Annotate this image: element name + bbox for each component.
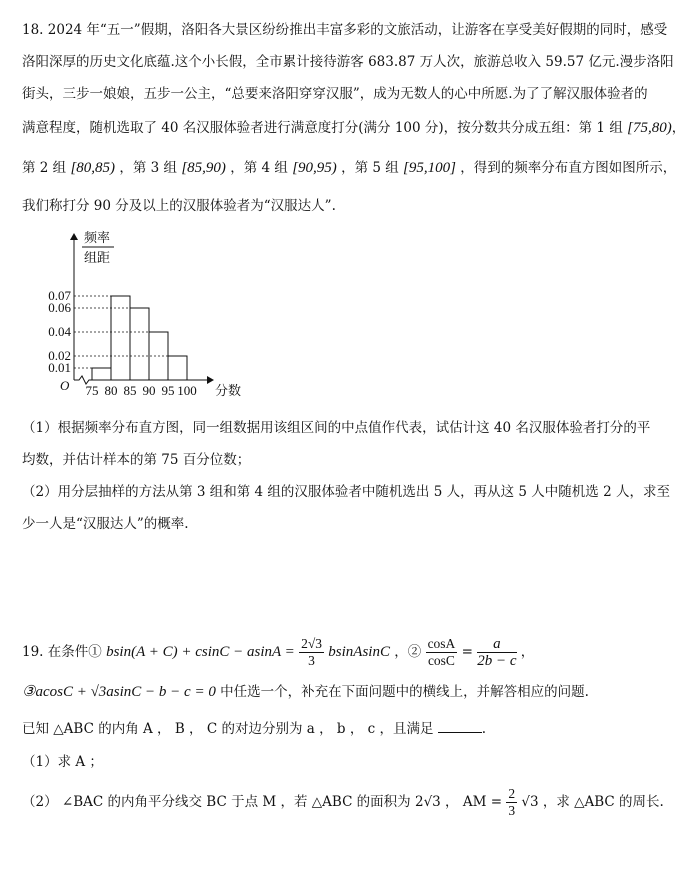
histogram-bar: [111, 296, 130, 380]
q18-line-5: [22, 158, 676, 178]
origin-label: O: [60, 378, 70, 393]
y-tick-label: 0.01: [48, 360, 71, 375]
group-5-label: ，第 5 组: [341, 160, 399, 176]
y-tick-label: 0.06: [48, 300, 71, 315]
q19-conditions-line: [22, 636, 534, 669]
am-fraction-num: 2: [508, 786, 516, 801]
group-2-interval: [80,85): [70, 160, 116, 176]
y-tick-label: 0.07: [48, 288, 71, 303]
condition-1-numerator: 2√3: [301, 636, 322, 651]
q18-line-4-text: 满意程度，随机选取了 40 名汉服体验者进行满意度打分(满分 100 分)，按分数共分成五组：第 1 组: [22, 120, 623, 136]
q19-part2-line: [22, 786, 664, 819]
y-tick-label: 0.02: [48, 348, 71, 363]
q18-line-6: 我们称打分 90 分及以上的汉服体验者为“汉服达人”.: [22, 198, 336, 214]
chart-x-ticks: [86, 383, 197, 398]
condition-1-denominator: 3: [308, 653, 315, 668]
q18-part2-line-1: （2）用分层抽样的方法从第 3 组和第 4 组的汉服体验者中随机选出 5 人，再从这 5 人中随机选 2 人，求至: [22, 484, 670, 500]
group-5-interval: [95,100]: [403, 160, 456, 176]
condition-1-fraction: [299, 636, 324, 669]
chart-y-ticks: [48, 288, 71, 375]
q19-part2-suffix: √3 ，求 △ABC 的周长.: [521, 794, 664, 810]
condition-2-equals: =: [461, 644, 473, 660]
condition-2-right-den: 2b − c: [477, 653, 517, 669]
condition-2-left-num: cosA: [427, 636, 456, 651]
frequency-histogram: [22, 226, 262, 406]
group-1-interval: [75,80): [627, 120, 672, 136]
condition-2-right-fraction: [477, 636, 516, 669]
y-axis-label-bottom: 组距: [84, 251, 111, 266]
condition-2-right-num: a: [477, 636, 516, 653]
x-tick-label: 80: [104, 383, 118, 398]
am-fraction-den: 3: [508, 803, 516, 818]
group-3-label: ，第 3 组: [119, 160, 178, 176]
condition-2-prefix: ，②: [394, 644, 422, 660]
condition-3-suffix: 中任选一个，补充在下面问题中的横线上，并解答相应的问题.: [215, 684, 589, 700]
x-tick-label: 85: [123, 383, 137, 398]
q18-part1-line-2: 均数，并估计样本的第 75 百分位数；: [22, 452, 251, 468]
q18-line-4: 满意程度，随机选取了 40 名汉服体验者进行满意度打分(满分 100 分)，按分数共分成五组：第 1 组 [75,80)，: [22, 120, 686, 136]
q18-line-5-tail: ，得到的频率分布直方图如图所示，: [460, 160, 677, 176]
q18-line-2: 洛阳深厚的历史文化底蕴.这个小长假，全市累计接待游客 683.87 万人次，旅游总收入 59.57 亿元.漫步洛阳: [22, 54, 674, 70]
y-tick-label: 0.04: [48, 324, 71, 339]
chart-bars: [92, 296, 187, 380]
condition-3: ③acosC + √3asinC − b − c = 0: [22, 684, 216, 700]
q19-part1: （1）求 A ；: [22, 754, 103, 770]
q18-line-3: 街头，三步一娘娘，五步一公主，“总要来洛阳穿穿汉服”，成为无数人的心中所愿.为了了解汉服体验者的: [22, 86, 648, 102]
group-4-label: ，第 4 组: [230, 160, 288, 176]
y-axis-label-top: 频率: [84, 231, 111, 246]
condition-1-right: bsinAsinC: [328, 644, 390, 660]
x-tick-label: 90: [142, 383, 156, 398]
x-tick-label: 100: [177, 383, 197, 398]
group-2-label: 第 2 组: [22, 160, 67, 176]
condition-2-left-fraction: [426, 636, 458, 669]
q19-part2-prefix: （2） ∠BAC 的内角平分线交 BC 于点 M ，若 △ABC 的面积为 2√3 ， AM =: [22, 794, 503, 810]
x-tick-label: 95: [161, 383, 175, 398]
q19-intro: 19. 在条件①: [22, 644, 102, 660]
condition-2-left-den: cosC: [427, 653, 455, 668]
group-3-interval: [85,90): [181, 160, 226, 176]
q19-known-line: [22, 718, 486, 739]
histogram-bar: [130, 308, 149, 380]
q19-condition-3-line: [22, 682, 589, 702]
q19-known-end: .: [481, 721, 487, 737]
q18-line-1: 18. 2024 年“五一”假期，洛阳各大景区纷纷推出丰富多彩的文旅活动，让游客在享受美好假期的同时，感受: [22, 22, 668, 38]
am-fraction: [506, 786, 517, 819]
histogram-bar: [168, 356, 187, 380]
condition-1-left: bsin(A + C) + csinC − asinA =: [106, 644, 295, 660]
group-4-interval: [90,95): [292, 160, 337, 176]
q19-known: 已知 △ABC 的内角 A ， B ， C 的对边分别为 a ， b ， c ，且满足: [22, 721, 434, 737]
q18-part2-line-2: 少一人是“汉服达人”的概率.: [22, 516, 189, 532]
x-axis-label: 分数: [215, 384, 242, 399]
condition-2-suffix: ，: [520, 644, 535, 660]
histogram-bar: [92, 368, 111, 380]
q18-part1-line-1: （1）根据频率分布直方图，同一组数据用该组区间的中点值作代表，试估计这 40 名汉服体验者打分的平: [22, 420, 651, 436]
x-tick-label: 75: [85, 383, 99, 398]
answer-blank: [438, 718, 482, 733]
